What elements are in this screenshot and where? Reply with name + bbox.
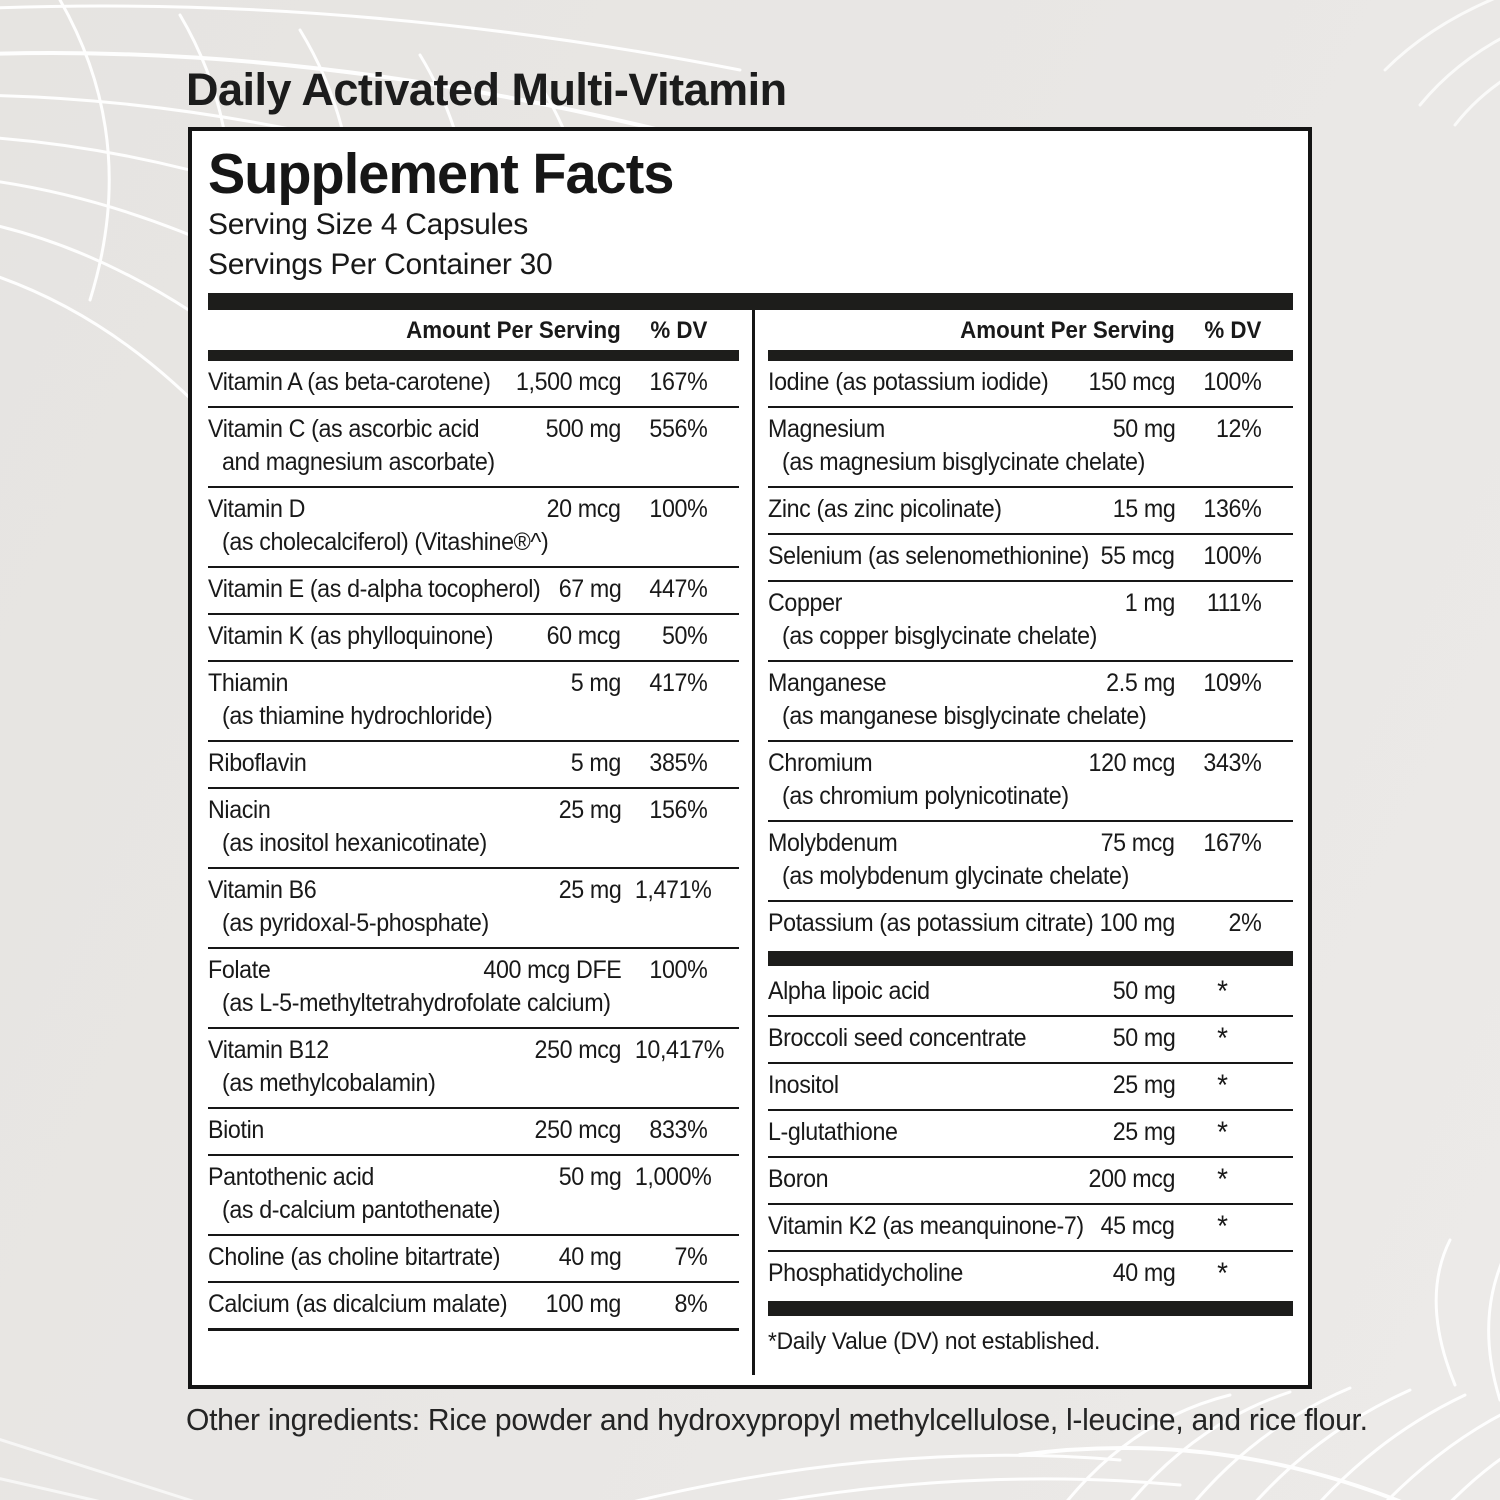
table-row [208,947,739,1027]
nutrient-dv: 167% [1203,829,1262,857]
table-row [208,740,739,787]
nutrient-amount: 5 mg [570,749,621,777]
nutrient-amount: 75 mcg [1100,829,1175,857]
nutrient-amount: 25 mg [558,796,621,824]
nutrient-dv: * [1217,1210,1228,1243]
nutrient-name: Zinc (as zinc picolinate) [768,495,1002,523]
table-row [768,970,1293,1015]
nutrient-dv: 8% [674,1290,708,1318]
nutrient-amount: 50 mg [558,1163,621,1191]
nutrient-amount: 400 mcg DFE [482,956,621,984]
nutrient-name: Vitamin B6 [208,876,317,904]
table-row [208,660,739,740]
nutrient-name: Biotin [208,1116,264,1144]
table-row [768,406,1293,486]
nutrient-dv: 417% [649,669,708,697]
supplement-facts-panel [188,127,1312,1389]
nutrient-amount: 100 mg [545,1290,621,1318]
nutrient-dv: 447% [649,575,708,603]
table-row [768,1015,1293,1062]
nutrient-amount: 200 mcg [1088,1165,1175,1193]
nutrient-amount: 40 mg [558,1243,621,1271]
serving-size: Serving Size 4 Capsules [208,208,528,241]
nutrient-dv: 2% [1228,909,1262,937]
table-row [768,1250,1293,1297]
nutrient-amount: 40 mg [1112,1259,1175,1287]
nutrient-name: Magnesium [768,415,885,443]
nutrient-name: Iodine (as potassium iodide) [768,368,1049,396]
nutrient-source: (as magnesium bisglycinate chelate) [781,448,1145,476]
nutrient-amount: 25 mg [1112,1071,1175,1099]
nutrient-source: (as methylcobalamin) [221,1069,436,1097]
nutrient-dv: 167% [649,368,708,396]
nutrient-dv: 10,417% [634,1036,725,1064]
nutrient-dv: * [1217,1257,1228,1290]
nutrient-name: Vitamin A (as beta-carotene) [208,368,491,396]
page-title: Daily Activated Multi-Vitamin [186,64,787,115]
table-row [208,1281,739,1328]
nutrient-name: Potassium (as potassium citrate) [768,909,1094,937]
table-row [768,820,1293,900]
table-row [208,406,739,486]
nutrient-amount: 25 mg [1112,1118,1175,1146]
nutrient-dv: 136% [1203,495,1262,523]
table-row [768,1203,1293,1250]
nutrient-name: Riboflavin [208,749,307,777]
nutrient-amount: 500 mg [545,415,621,443]
amount-per-serving-header: Amount Per Serving [960,317,1175,344]
column-header-bar [768,350,1293,361]
table-row [208,867,739,947]
nutrient-amount: 50 mg [1112,415,1175,443]
nutrient-dv: * [1217,1116,1228,1149]
table-row [768,486,1293,533]
nutrient-amount: 120 mcg [1088,749,1175,777]
nutrient-amount: 150 mcg [1088,368,1175,396]
nutrient-dv: 12% [1215,415,1262,443]
nutrient-name: Alpha lipoic acid [768,977,930,1005]
facts-column-left [208,310,739,1375]
section-divider-bar [768,951,1293,966]
nutrient-dv: * [1217,1163,1228,1196]
table-row [768,740,1293,820]
nutrient-name: Vitamin E (as d-alpha tocopherol) [208,575,541,603]
nutrient-source: (as pyridoxal-5-phosphate) [221,909,489,937]
nutrient-amount: 1 mg [1124,589,1175,617]
column-header [208,310,739,350]
table-row [208,613,739,660]
nutrient-name: Broccoli seed concentrate [768,1024,1027,1052]
facts-column-right [768,310,1293,1375]
nutrient-name: L-glutathione [768,1118,898,1146]
table-row [208,1234,739,1281]
other-ingredients: Other ingredients: Rice powder and hydroxypropyl methylcellulose, l-leucine, and rice flour. [186,1402,1368,1437]
nutrient-name: Boron [768,1165,829,1193]
nutrient-dv: 833% [649,1116,708,1144]
nutrient-name: Selenium (as selenomethionine) [768,542,1089,570]
nutrient-dv: 100% [649,956,708,984]
nutrient-dv: 100% [1203,368,1262,396]
nutrient-amount: 250 mcg [534,1036,621,1064]
nutrient-source: (as manganese bisglycinate chelate) [781,702,1147,730]
nutrient-source: (as cholecalciferol) (Vitashine®^) [221,528,549,556]
nutrient-name: Vitamin K (as phylloquinone) [208,622,494,650]
nutrient-name: Vitamin B12 [208,1036,329,1064]
table-row [768,1062,1293,1109]
nutrient-amount: 100 mg [1099,909,1175,937]
table-row [768,660,1293,740]
nutrient-dv: 156% [649,796,708,824]
amount-per-serving-header: Amount Per Serving [406,317,621,344]
nutrient-source: (as thiamine hydrochloride) [221,702,493,730]
nutrient-amount: 50 mg [1112,1024,1175,1052]
table-row [768,580,1293,660]
nutrient-name: Vitamin K2 (as meanquinone-7) [768,1212,1084,1240]
nutrient-name: Manganese [768,669,887,697]
nutrient-dv: 1,000% [634,1163,712,1191]
table-row [208,566,739,613]
table-row [768,361,1293,406]
nutrient-name: Choline (as choline bitartrate) [208,1243,501,1271]
nutrient-name: Niacin [208,796,271,824]
column-divider [752,310,755,1375]
nutrient-name: Copper [768,589,843,617]
header-bar [208,293,1293,310]
nutrient-amount: 20 mcg [546,495,621,523]
nutrient-name: Vitamin C (as ascorbic acid [208,415,480,443]
nutrient-name: Calcium (as dicalcium malate) [208,1290,508,1318]
table-row [768,1109,1293,1156]
facts-heading: Supplement Facts [208,142,674,206]
nutrient-dv: 343% [1203,749,1262,777]
nutrient-source: (as L-5-methyltetrahydrofolate calcium) [221,989,611,1017]
percent-dv-header: % DV [650,317,708,344]
nutrient-dv: 109% [1203,669,1262,697]
table-row [208,361,739,406]
nutrient-amount: 5 mg [570,669,621,697]
table-row [208,1107,739,1154]
nutrient-name: Phosphatidycholine [768,1259,963,1287]
nutrient-dv: 7% [674,1243,708,1271]
nutrient-amount: 25 mg [558,876,621,904]
nutrient-dv: 1,471% [634,876,712,904]
nutrient-dv: 100% [649,495,708,523]
table-row [768,1156,1293,1203]
nutrient-dv: 100% [1203,542,1262,570]
nutrient-source: (as molybdenum glycinate chelate) [781,862,1129,890]
dv-footnote: *Daily Value (DV) not established. [768,1328,1101,1355]
table-row [768,533,1293,580]
nutrient-amount: 60 mcg [546,622,621,650]
percent-dv-header: % DV [1204,317,1262,344]
nutrient-source: and magnesium ascorbate) [221,448,495,476]
column-header-spacer [768,317,938,344]
nutrient-dv: * [1217,975,1228,1008]
table-row [208,486,739,566]
nutrient-source: (as d-calcium pantothenate) [221,1196,501,1224]
column-header-spacer [208,317,384,344]
nutrient-name: Molybdenum [768,829,898,857]
servings-per-container: Servings Per Container 30 [208,248,553,281]
table-row [768,900,1293,947]
nutrient-amount: 67 mg [558,575,621,603]
table-row [208,1027,739,1107]
nutrient-dv: * [1217,1069,1228,1102]
nutrient-name: Thiamin [208,669,289,697]
nutrient-amount: 15 mg [1112,495,1175,523]
nutrient-name: Folate [208,956,271,984]
nutrient-amount: 2.5 mg [1106,669,1175,697]
nutrient-dv: 385% [649,749,708,777]
nutrient-source: (as copper bisglycinate chelate) [781,622,1098,650]
table-row [208,1154,739,1234]
nutrient-name: Inositol [768,1071,839,1099]
row-divider-line [208,1328,739,1331]
nutrient-dv: 556% [649,415,708,443]
nutrient-name: Chromium [768,749,873,777]
nutrient-amount: 50 mg [1112,977,1175,1005]
column-header-bar [208,350,739,361]
table-row [208,787,739,867]
nutrient-amount: 45 mcg [1100,1212,1175,1240]
nutrient-name: Pantothenic acid [208,1163,374,1191]
nutrient-dv: * [1217,1022,1228,1055]
nutrient-dv: 50% [661,622,708,650]
nutrient-source: (as inositol hexanicotinate) [221,829,487,857]
nutrient-amount: 250 mcg [534,1116,621,1144]
column-header [768,310,1293,350]
nutrient-amount: 1,500 mcg [515,368,621,396]
facts-columns [208,310,1293,1375]
nutrient-dv: 111% [1206,589,1262,617]
nutrient-amount: 55 mcg [1100,542,1175,570]
section-divider-bar [768,1301,1293,1316]
nutrient-source: (as chromium polynicotinate) [781,782,1069,810]
nutrient-name: Vitamin D [208,495,306,523]
